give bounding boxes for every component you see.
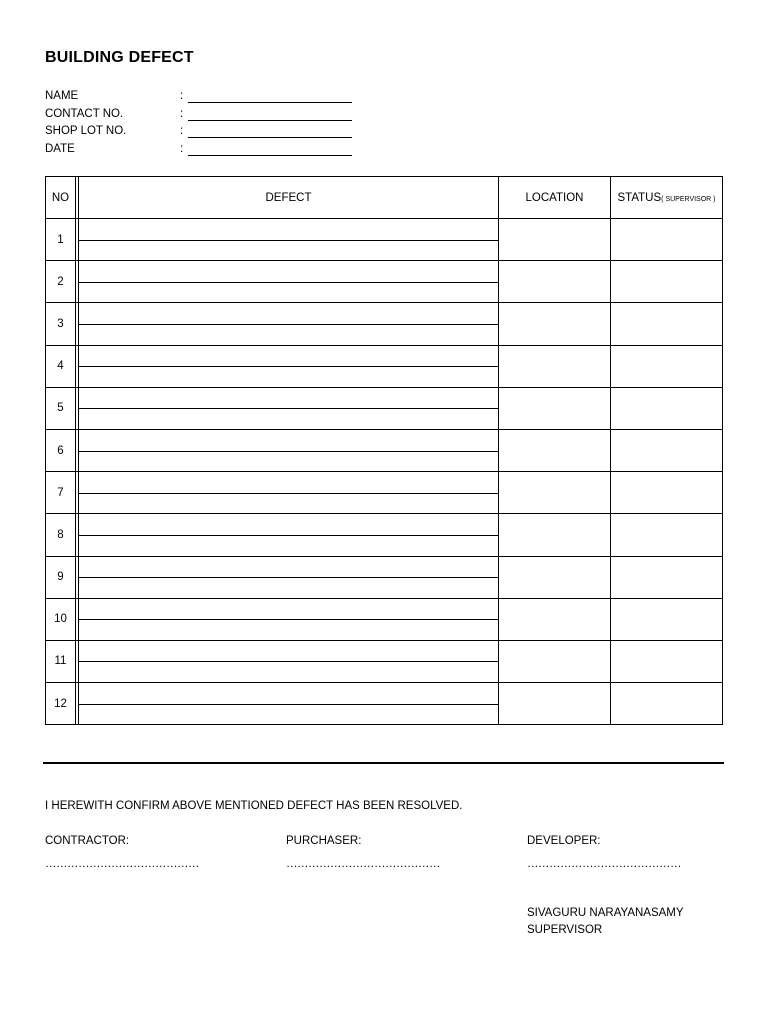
defect-cell[interactable] [79,472,499,514]
defect-line [79,240,498,241]
defect-line [79,619,498,620]
section-divider [43,762,724,764]
table-row [46,261,723,303]
contact-underline[interactable] [188,120,352,121]
defect-table-body [46,219,723,725]
header-status [611,177,723,219]
shop-lot-label: SHOP LOT NO. [45,125,127,137]
table-row [46,345,723,387]
shop-lot-field[interactable] [45,125,365,143]
table-row [46,640,723,682]
header-status-sub: ( SUPERVISOR ) [661,195,716,203]
developer-signature-line[interactable]: …………………………………… [527,858,681,870]
defect-line [79,408,498,409]
table-row [46,598,723,640]
location-cell[interactable] [499,514,611,556]
row-number: 3 [46,303,76,345]
status-cell[interactable] [611,261,723,303]
location-cell[interactable] [499,345,611,387]
developer-label: DEVELOPER: [527,835,601,847]
developer-signatory [527,905,684,939]
location-cell[interactable] [499,598,611,640]
confirmation-text: I HEREWITH CONFIRM ABOVE MENTIONED DEFECT HAS BEEN RESOLVED. [45,800,463,812]
table-row [46,556,723,598]
table-row [46,472,723,514]
name-underline[interactable] [188,102,352,103]
status-cell[interactable] [611,387,723,429]
defect-cell[interactable] [79,303,499,345]
contact-colon: : [180,107,184,120]
form-title: BUILDING DEFECT [45,49,194,66]
location-cell[interactable] [499,303,611,345]
location-cell[interactable] [499,429,611,471]
developer-name: SIVAGURU NARAYANASAMY [527,907,684,919]
date-field[interactable] [45,143,365,161]
table-row [46,303,723,345]
row-number: 7 [46,472,76,514]
purchaser-signature-line[interactable]: …………………………………… [286,858,440,870]
defect-cell[interactable] [79,598,499,640]
defect-cell[interactable] [79,556,499,598]
row-number: 8 [46,514,76,556]
header-defect: DEFECT [79,177,499,219]
status-cell[interactable] [611,556,723,598]
defect-line [79,661,498,662]
info-fields [45,90,365,160]
date-underline[interactable] [188,155,352,156]
defect-cell[interactable] [79,429,499,471]
defect-line [79,704,498,705]
defect-line [79,577,498,578]
row-number: 11 [46,640,76,682]
shop-lot-underline[interactable] [188,137,352,138]
contractor-signature-line[interactable]: …………………………………… [45,858,199,870]
header-status-label: STATUS [617,191,662,204]
defect-table [45,176,723,725]
defect-line [79,493,498,494]
defect-cell[interactable] [79,683,499,725]
status-cell[interactable] [611,472,723,514]
defect-line [79,366,498,367]
status-cell[interactable] [611,514,723,556]
defect-cell[interactable] [79,387,499,429]
header-location: LOCATION [499,177,611,219]
table-header-row [46,177,723,219]
date-label: DATE [45,142,75,155]
contractor-label: CONTRACTOR: [45,835,130,847]
location-cell[interactable] [499,683,611,725]
row-number: 2 [46,261,76,303]
row-number: 9 [46,556,76,598]
row-number: 12 [46,683,76,725]
date-colon: : [180,142,184,155]
status-cell[interactable] [611,598,723,640]
contact-label: CONTACT NO. [45,107,124,120]
defect-cell[interactable] [79,345,499,387]
status-cell[interactable] [611,429,723,471]
defect-cell[interactable] [79,219,499,261]
defect-line [79,535,498,536]
name-field[interactable] [45,90,365,108]
table-row [46,683,723,725]
status-cell[interactable] [611,303,723,345]
status-cell[interactable] [611,219,723,261]
location-cell[interactable] [499,640,611,682]
location-cell[interactable] [499,472,611,514]
row-number: 4 [46,345,76,387]
row-number: 10 [46,598,76,640]
contact-field[interactable] [45,108,365,126]
table-row [46,387,723,429]
location-cell[interactable] [499,556,611,598]
developer-title: SUPERVISOR [527,924,603,936]
table-row [46,219,723,261]
name-colon: : [180,90,184,102]
location-cell[interactable] [499,261,611,303]
defect-cell[interactable] [79,261,499,303]
row-number: 6 [46,429,76,471]
shop-lot-colon: : [180,125,184,137]
defect-line [79,324,498,325]
purchaser-label: PURCHASER: [286,835,362,847]
status-cell[interactable] [611,345,723,387]
name-label: NAME [45,90,79,102]
status-cell[interactable] [611,640,723,682]
row-number: 1 [46,219,76,261]
table-row [46,514,723,556]
row-number: 5 [46,387,76,429]
table-row [46,429,723,471]
defect-cell[interactable] [79,640,499,682]
header-no: NO [46,177,76,219]
defect-cell[interactable] [79,514,499,556]
defect-line [79,451,498,452]
status-cell[interactable] [611,683,723,725]
defect-line [79,282,498,283]
location-cell[interactable] [499,387,611,429]
location-cell[interactable] [499,219,611,261]
